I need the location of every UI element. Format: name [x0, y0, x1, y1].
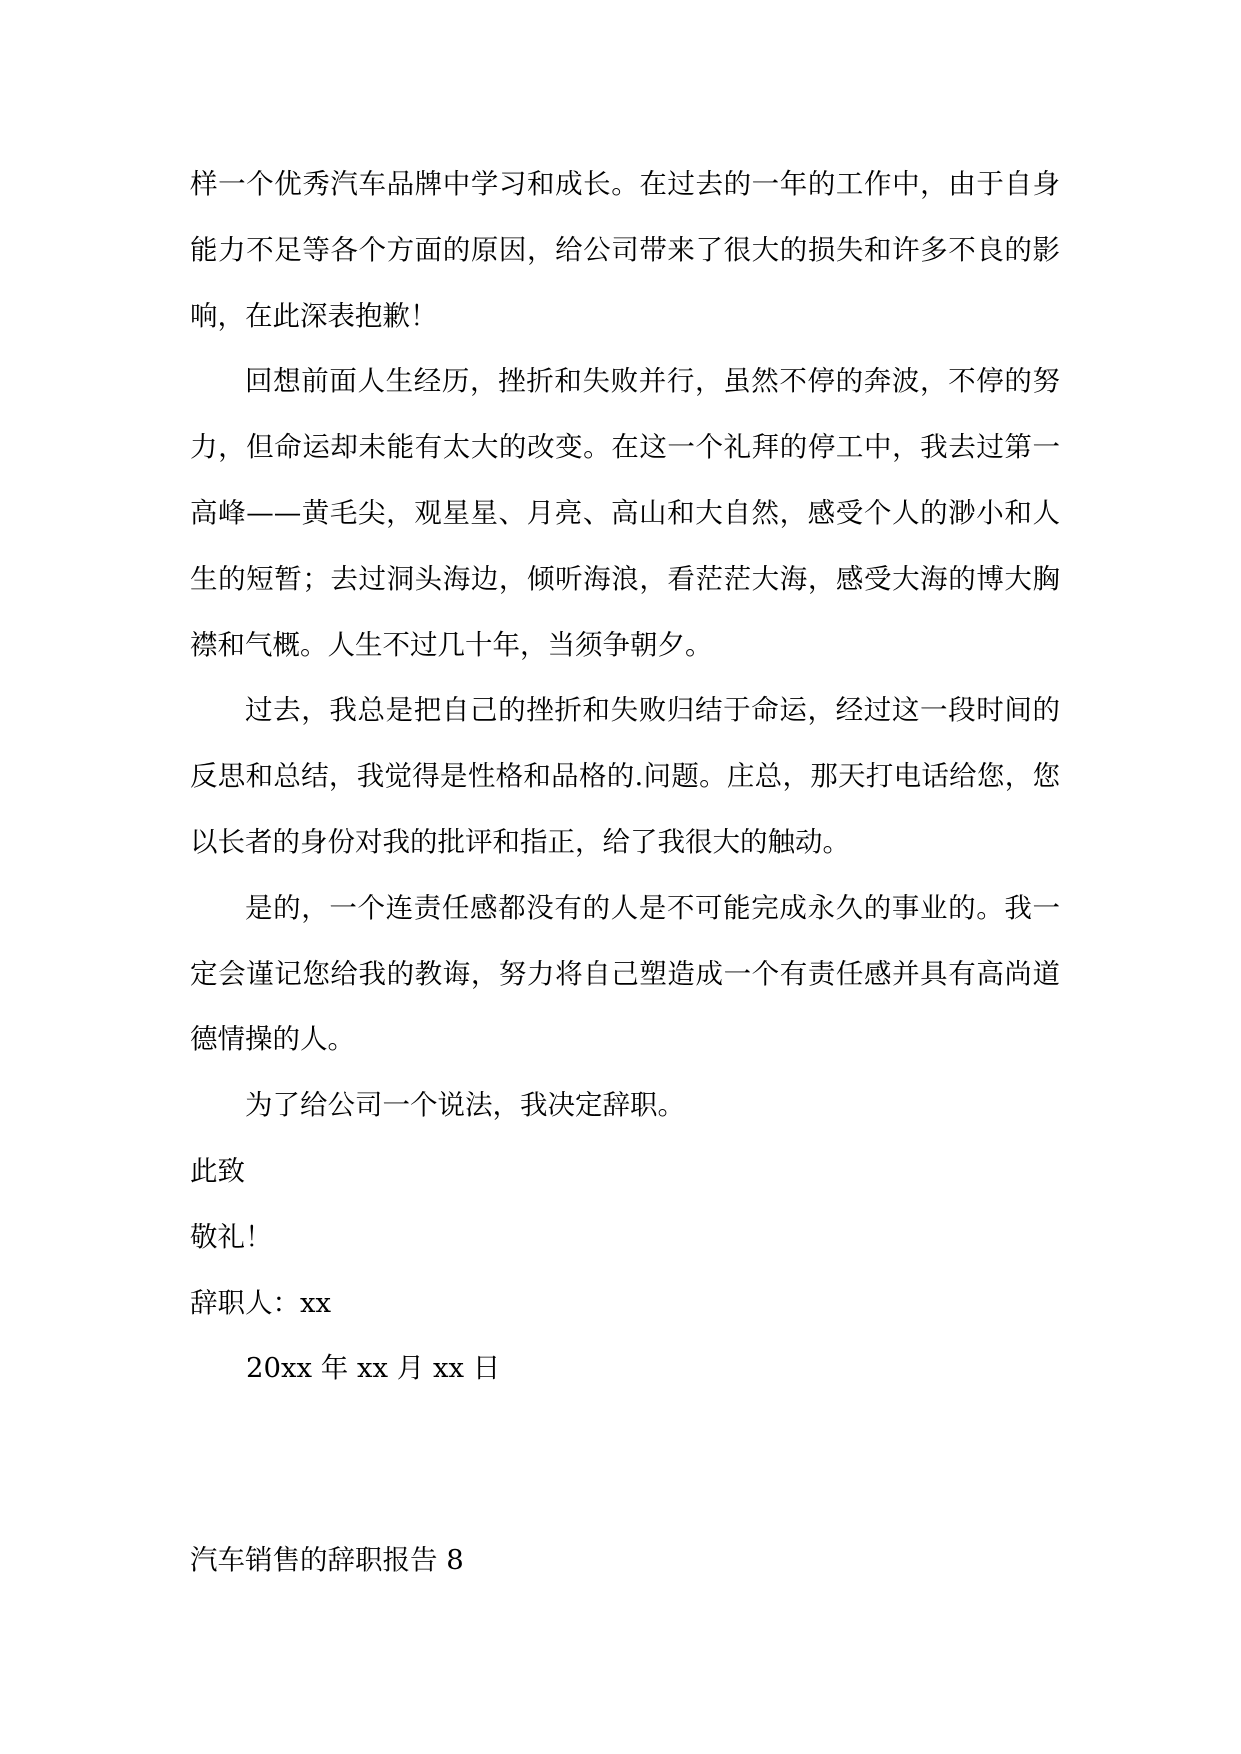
letter-body — [190, 152, 1060, 1402]
paragraph-continued: 样一个优秀汽车品牌中学习和成长。在过去的一年的工作中，由于自身能力不足等各个方面的原因，给公司带来了很大的损失和许多不良的影响，在此深表抱歉！ — [190, 168, 1060, 332]
paragraph-reflection: 过去，我总是把自己的挫折和失败归结于命运，经过这一段时间的反思和总结，我觉得是性格和品格的.问题。庄总，那天打电话给您，您以长者的身份对我的批评和指正，给了我很大的触动。 — [190, 694, 1060, 858]
paragraph-resignation-decision: 为了给公司一个说法，我决定辞职。 — [245, 1089, 685, 1122]
date-line: 20xx 年 xx 月 xx 日 — [246, 1352, 501, 1385]
paragraph-responsibility: 是的，一个连责任感都没有的人是不可能完成永久的事业的。我一定会谨记您给我的教诲，努力将自己塑造成一个有责任感并具有高尚道德情操的人。 — [190, 891, 1060, 1056]
signer-line: 辞职人：xx — [190, 1286, 332, 1319]
next-section-title: 汽车销售的辞职报告 8 — [190, 1544, 464, 1576]
closing-salutation: 此致 — [190, 1154, 245, 1187]
closing-regards: 敬礼！ — [190, 1220, 273, 1253]
paragraph-life-experience: 回想前面人生经历，挫折和失败并行，虽然不停的奔波，不停的努力，但命运却未能有太大的改变。在这一个礼拜的停工中，我去过第一高峰——黄毛尖，观星星、月亮、高山和大自然，感受个人的渺小和人生的短暂；去过洞头海边，倾听海浪，看茫茫大海，感受大海的博大胸襟和气概。人生不过几十年，当须争朝夕。 — [190, 365, 1060, 661]
